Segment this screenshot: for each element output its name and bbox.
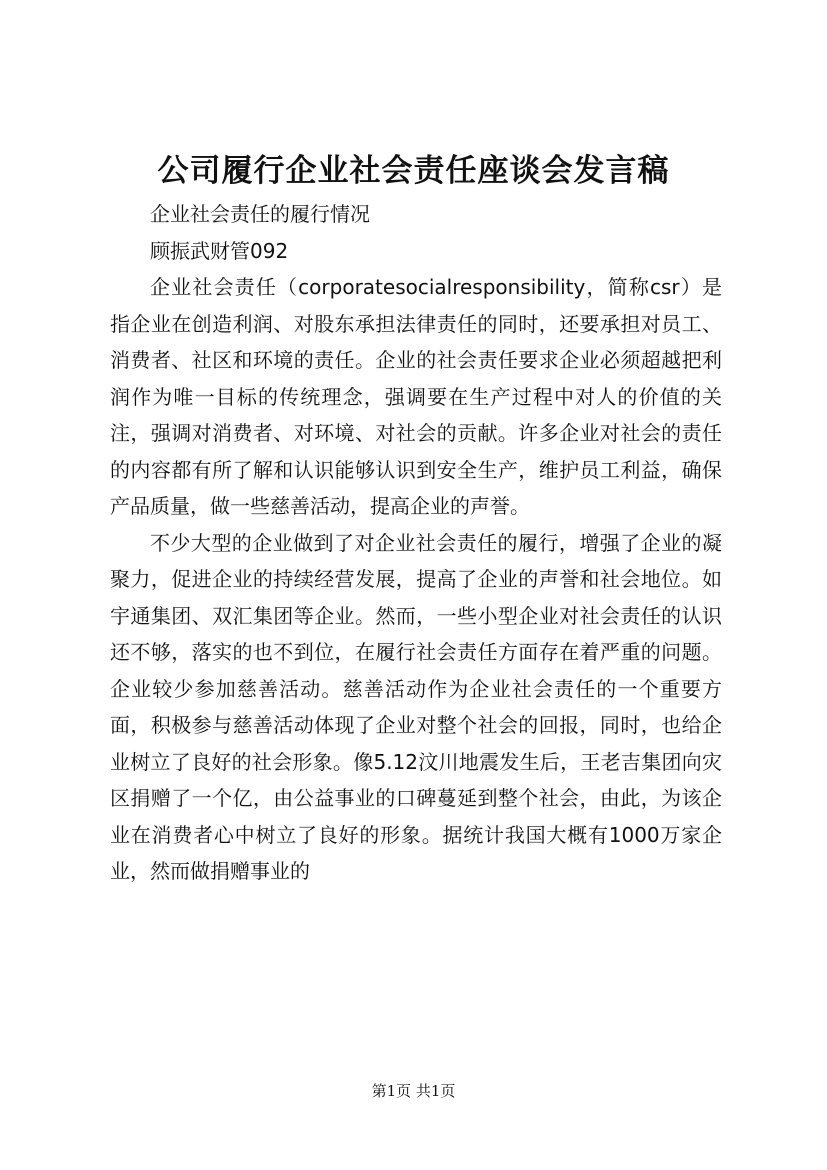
author-line: 顾振武财管092 [150,238,289,263]
document-body [110,196,722,890]
page-footer: 第1页 共1页 [371,1082,456,1100]
paragraph-2: 不少大型的企业做到了对企业社会责任的履行，增强了企业的凝聚力，促进企业的持续经营发展，提高了企业的声誉和社会地位。如宇通集团、双汇集团等企业。然而，一些小型企业对社会责任的认识还不够，落实的也不到位，在履行社会责任方面存在着严重的问题。企业较少参加慈善活动。慈善活动作为企业社会责任的一个重要方面，积极参与慈善活动体现了企业对整个社会的回报，同时，也给企业树立了良好的社会形象。像5.12汶川地震发生后，王老吉集团向灾区捐赠了一个亿，由公益事业的口碑蔓延到整个社会，由此，为该企业在消费者心中树立了良好的形象。据统计我国大概有1000万家企业，然而做捐赠事业的 [110,530,722,883]
subtitle-line: 企业社会责任的履行情况 [150,202,370,226]
paragraph-1: 企业社会责任（corporatesocialresponsibility，简称csr）是指企业在创造利润、对股东承担法律责任的同时，还要承担对员工、消费者、社区和环境的责任。企业的社会责任要求企业必须超越把利润作为唯一目标的传统理念，强调要在生产过程中对人的价值的关注，强调对消费者、对环境、对社会的贡献。许多企业对社会的责任的内容都有所了解和认识能够认识到安全生产，维护员工利益，确保产品质量，做一些慈善活动，提高企业的声誉。 [110,275,722,518]
document-title: 公司履行企业社会责任座谈会发言稿 [157,153,670,189]
